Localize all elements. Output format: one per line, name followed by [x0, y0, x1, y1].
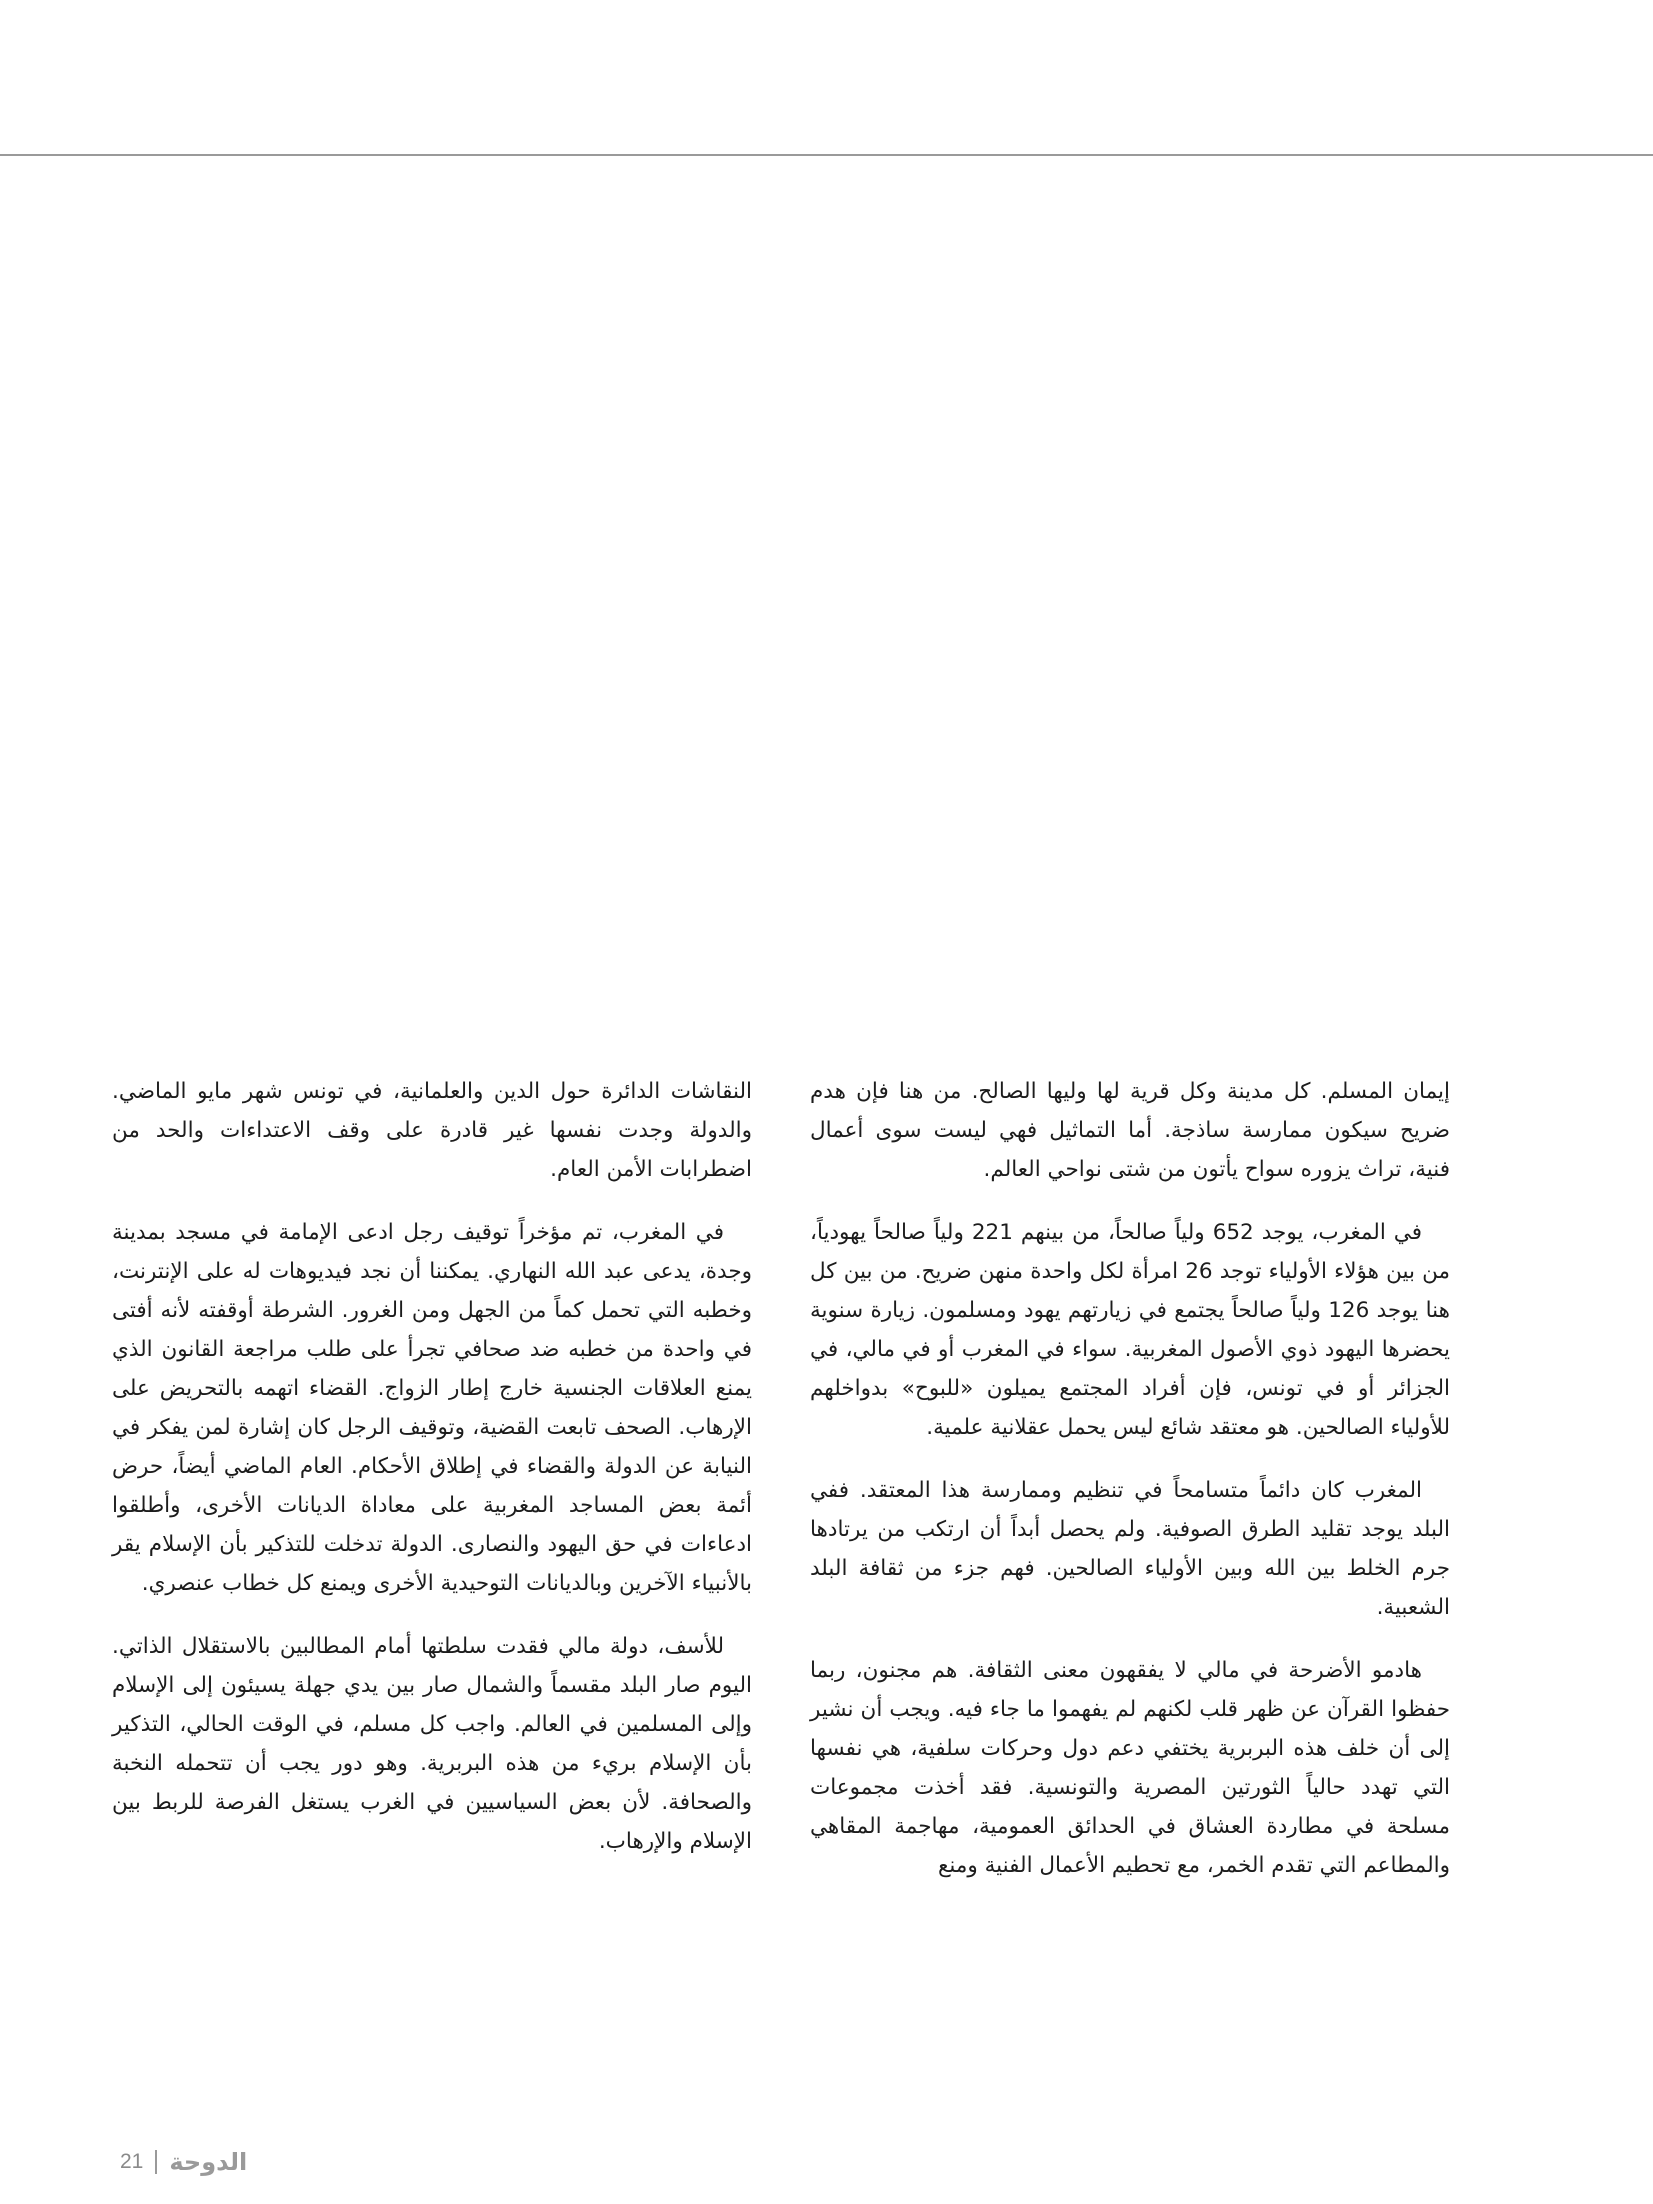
page-number: 21 — [120, 2150, 144, 2173]
page-footer — [120, 2148, 247, 2176]
paragraph: النقاشات الدائرة حول الدين والعلمانية، في تونس شهر مايو الماضي. والدولة وجدت نفسها غير قادرة على وقف الاعتداءات والحد من اضطرابات الأمن العام. — [112, 1079, 752, 1182]
article-column-right — [810, 1072, 1450, 1909]
paragraph: في المغرب، تم مؤخراً توقيف رجل ادعى الإمامة في مسجد بمدينة وجدة، يدعى عبد الله النهاري. يمكننا أن نجد فيديوهات له على الإنترنت، وخطبه التي تحمل كماً من الجهل ومن الغرور. الشرطة أوقفته لأنه أفتى في واحدة من خطبه ضد صحافي تجرأ على طلب مراجعة القانون الذي يمنع العلاقات الجنسية خارج إطار الزواج. القضاء اتهمه بالتحريض على الإرهاب. الصحف تابعت القضية، وتوقيف الرجل كان إشارة لمن يفكر في النيابة عن الدولة والقضاء في إطلاق الأحكام. العام الماضي أيضاً، حرض أئمة بعض المساجد المغربية على معاداة الديانات الأخرى، وأطلقوا ادعاءات في حق اليهود والنصارى. الدولة تدخلت للتذكير بأن الإسلام يقر بالأنبياء الآخرين وبالديانات التوحيدية الأخرى ويمنع كل خطاب عنصري. — [112, 1220, 752, 1596]
footer-divider — [155, 2150, 157, 2174]
magazine-logo: الدوحة — [169, 2148, 248, 2176]
paragraph: للأسف، دولة مالي فقدت سلطتها أمام المطالبين بالاستقلال الذاتي. اليوم صار البلد مقسماً والشمال صار بين يدي جهلة يسيئون إلى الإسلام وإلى المسلمين في العالم. واجب كل مسلم، في الوقت الحالي، التذكير بأن الإسلام بريء من هذه البربرية. وهو دور يجب أن تتحمله النخبة والصحافة. لأن بعض السياسيين في الغرب يستغل الفرصة للربط بين الإسلام والإرهاب. — [112, 1634, 752, 1854]
article-column-left — [112, 1072, 752, 1885]
paragraph: إيمان المسلم. كل مدينة وكل قرية لها وليها الصالح. من هنا فإن هدم ضريح سيكون ممارسة ساذجة. أما التماثيل فهي ليست سوى أعمال فنية، تراث يزوره سواح يأتون من شتى نواحي العالم. — [810, 1079, 1450, 1182]
paragraph: هادمو الأضرحة في مالي لا يفقهون معنى الثقافة. هم مجنون، ربما حفظوا القرآن عن ظهر قلب لكنهم لم يفهموا ما جاء فيه. ويجب أن نشير إلى أن خلف هذه البربرية يختفي دعم دول وحركات سلفية، هي نفسها التي تهدد حالياً الثورتين المصرية والتونسية. فقد أخذت مجموعات مسلحة في مطاردة العشاق في الحدائق العمومية، مهاجمة المقاهي والمطاعم التي تقدم الخمر، مع تحطيم الأعمال الفنية ومنع — [810, 1658, 1450, 1878]
header-rule — [0, 154, 1653, 156]
paragraph: في المغرب، يوجد 652 ولياً صالحاً، من بينهم 221 ولياً صالحاً يهودياً، من بين هؤلاء الأولياء توجد 26 امرأة لكل واحدة منهن ضريح. من بين كل هنا يوجد 126 ولياً صالحاً يجتمع في زيارتهم يهود ومسلمون. زيارة سنوية يحضرها اليهود ذوي الأصول المغربية. سواء في المغرب أو في مالي، في الجزائر أو في تونس، فإن أفراد المجتمع يميلون «للبوح» بدواخلهم للأولياء الصالحين. هو معتقد شائع ليس يحمل عقلانية علمية. — [810, 1220, 1450, 1440]
paragraph: المغرب كان دائماً متسامحاً في تنظيم وممارسة هذا المعتقد. ففي البلد يوجد تقليد الطرق الصوفية. ولم يحصل أبداً أن ارتكب من يرتادها جرم الخلط بين الله وبين الأولياء الصالحين. فهم جزء من ثقافة البلد الشعبية. — [810, 1478, 1450, 1620]
